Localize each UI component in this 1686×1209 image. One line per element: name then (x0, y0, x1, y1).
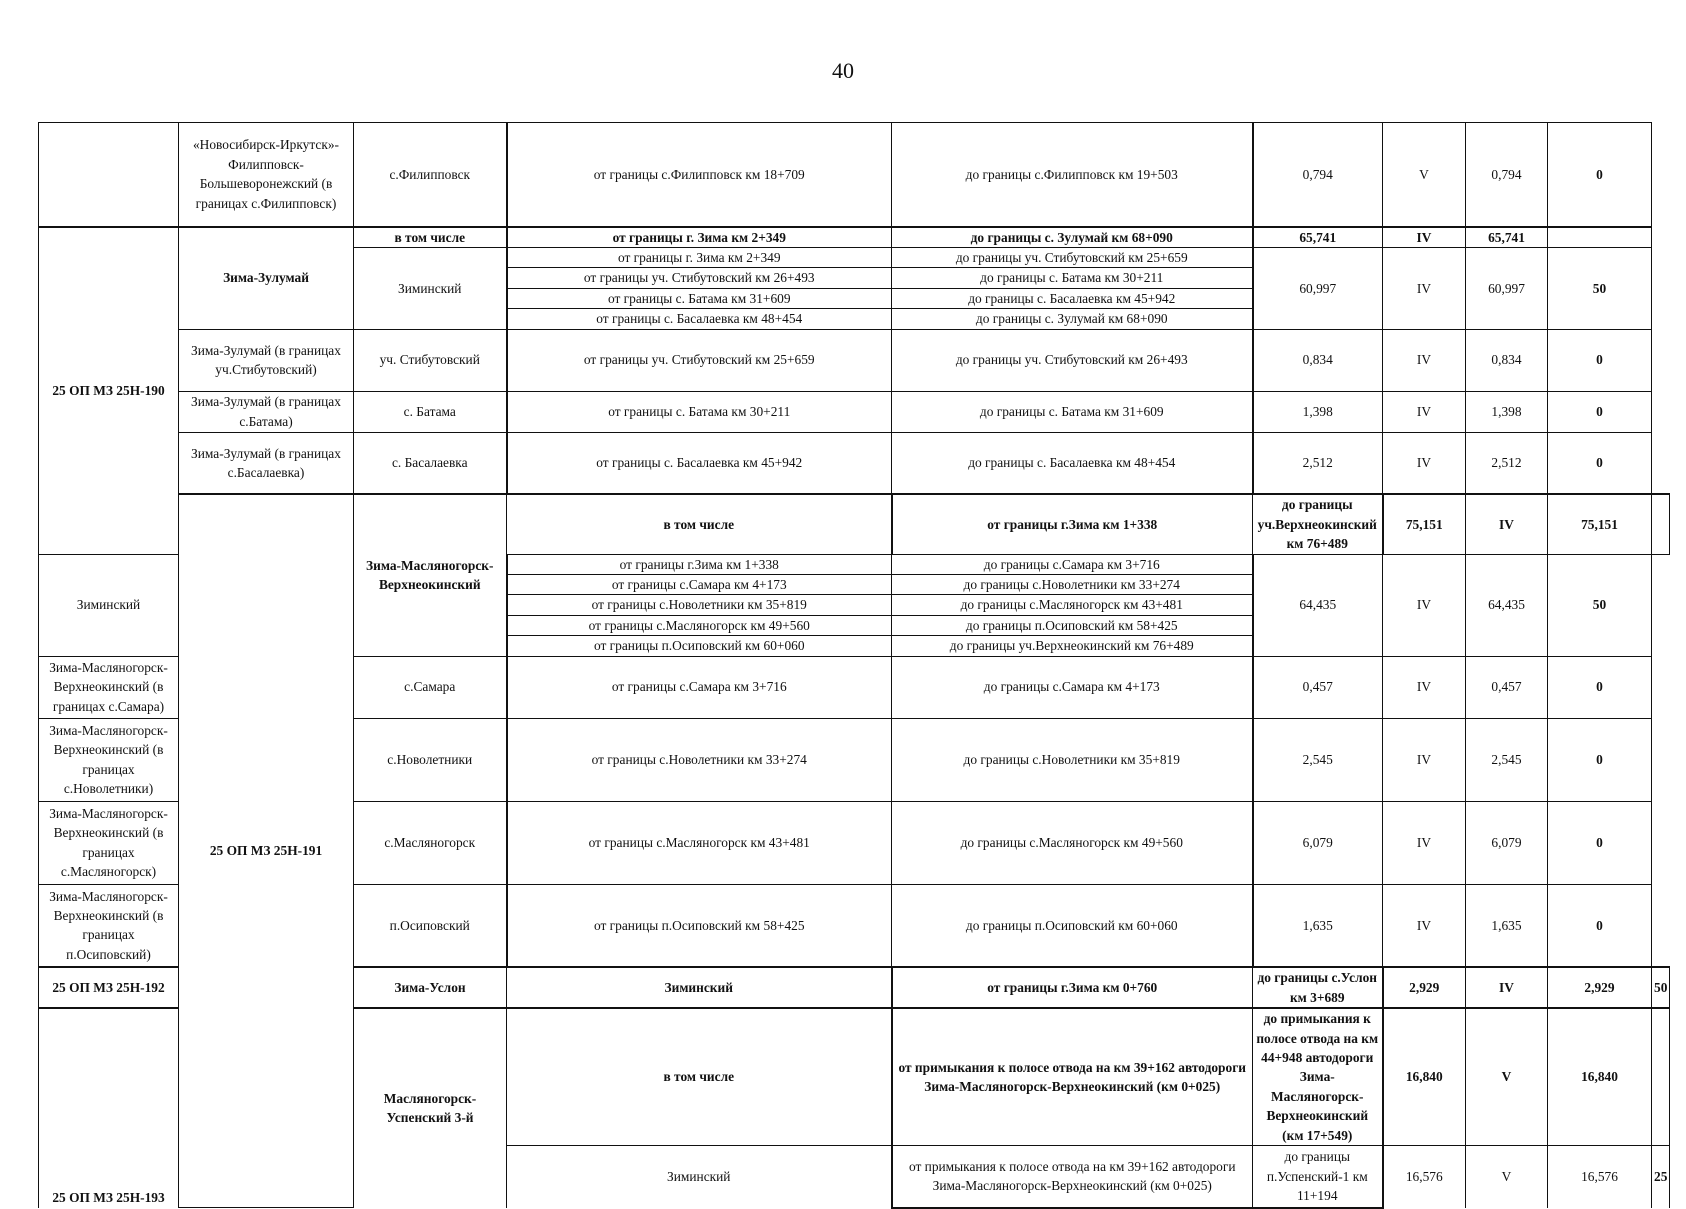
length-cell: 0,457 (1466, 656, 1548, 718)
category-cell: IV (1383, 432, 1466, 494)
length-cell: 0,834 (1253, 329, 1383, 391)
length-cell: 2,929 (1383, 967, 1466, 1008)
length-cell: 64,435 (1253, 554, 1383, 656)
area-cell: в том числе (507, 494, 892, 554)
from-cell: от границы с.Самара км 3+716 (507, 656, 892, 718)
to-cell: до границы уч. Стибутовский км 26+493 (892, 329, 1253, 391)
table-row (39, 123, 1670, 227)
length-cell: 1,635 (1253, 884, 1383, 967)
to-cell: до границы с. Батама км 30+211 (892, 268, 1253, 288)
to-cell: до границы с. Зулумай км 68+090 (892, 309, 1253, 329)
roads-table (38, 122, 1670, 1209)
road-name: Масляногорск-Успенский 3-й (354, 1008, 507, 1208)
to-cell: до границы с.Самара км 4+173 (892, 656, 1253, 718)
area-cell: с. Батама (354, 391, 507, 432)
length-cell: 0,457 (1253, 656, 1383, 718)
code-cell: 25 ОП МЗ 25Н-190 (39, 227, 179, 555)
area-cell: Зиминский (39, 554, 179, 656)
to-cell: до примыкания к полосе отвода на км 44+948 автодороги Зима-Масляногорск-Верхнеокинский (км 17+549) (1253, 1008, 1383, 1146)
percent-cell: 0 (1548, 718, 1652, 801)
code-cell: 25 ОП МЗ 25Н-193 (39, 1008, 179, 1208)
percent-cell (1652, 494, 1670, 554)
length-cell: 65,741 (1466, 227, 1548, 248)
category-cell: IV (1466, 494, 1548, 554)
area-cell: Зиминский (507, 967, 892, 1008)
length-cell: 2,512 (1253, 432, 1383, 494)
length-cell: 6,079 (1466, 801, 1548, 884)
road-name: Зима-Услон (354, 967, 507, 1008)
length-cell: 75,151 (1383, 494, 1466, 554)
to-cell: до границы с. Батама км 31+609 (892, 391, 1253, 432)
to-cell: до границы с. Зулумай км 68+090 (892, 227, 1253, 248)
to-cell: до границы уч.Верхнеокинский км 76+489 (892, 636, 1253, 656)
percent-cell: 0 (1548, 801, 1652, 884)
to-cell: до границы с.Масляногорск км 49+560 (892, 801, 1253, 884)
length-cell: 2,929 (1548, 967, 1652, 1008)
length-cell: 2,512 (1466, 432, 1548, 494)
percent-cell (1652, 1008, 1670, 1146)
road-name: Зима-Зулумай (в границах с.Батама) (179, 391, 354, 432)
length-cell: 6,079 (1253, 801, 1383, 884)
percent-cell: 0 (1548, 123, 1652, 227)
category-cell: IV (1383, 801, 1466, 884)
to-cell: до границы с. Басалаевка км 45+942 (892, 288, 1253, 308)
category-cell: V (1466, 1008, 1548, 1146)
table-row (39, 494, 1670, 554)
road-name: Зима-Зулумай (в границах с.Басалаевка) (179, 432, 354, 494)
percent-cell (1548, 227, 1652, 248)
category-cell: IV (1383, 718, 1466, 801)
table-row (39, 227, 1670, 248)
percent-cell: 50 (1548, 554, 1652, 656)
from-cell: от примыкания к полосе отвода на км 39+162 автодороги Зима-Масляногорск-Верхнеокинский (км 0+025) (892, 1008, 1253, 1146)
to-cell: до границы п.Осиповский км 58+425 (892, 615, 1253, 635)
from-cell: от границы с.Филипповск км 18+709 (507, 123, 892, 227)
from-cell: от границы с.Самара км 4+173 (507, 574, 892, 594)
from-cell: от границы г. Зима км 2+349 (507, 227, 892, 248)
percent-cell: 50 (1652, 967, 1670, 1008)
road-name: Зима-Масляногорск-Верхнеокинский (в границах с.Новолетники) (39, 718, 179, 801)
road-name: «Новосибирск-Иркутск»-Филипповск-Большеворонежский (в границах с.Филипповск) (179, 123, 354, 227)
code-cell: 25 ОП МЗ 25Н-191 (179, 494, 354, 1207)
to-cell: до границы с.Новолетники км 33+274 (892, 574, 1253, 594)
length-cell: 0,834 (1466, 329, 1548, 391)
from-cell: от границы п.Осиповский км 60+060 (507, 636, 892, 656)
road-name: Зима-Зулумай (в границах уч.Стибутовский) (179, 329, 354, 391)
area-cell: с.Масляногорск (354, 801, 507, 884)
length-cell: 2,545 (1253, 718, 1383, 801)
percent-cell: 0 (1548, 432, 1652, 494)
length-cell: 16,840 (1548, 1008, 1652, 1146)
length-cell: 1,635 (1466, 884, 1548, 967)
area-cell: с.Самара (354, 656, 507, 718)
from-cell: от границы с.Масляногорск км 49+560 (507, 615, 892, 635)
length-cell: 75,151 (1548, 494, 1652, 554)
length-cell: 65,741 (1253, 227, 1383, 248)
percent-cell: 0 (1548, 391, 1652, 432)
length-cell: 60,997 (1253, 247, 1383, 329)
from-cell: от границы с. Батама км 31+609 (507, 288, 892, 308)
percent-cell: 25 (1652, 1146, 1670, 1208)
category-cell: IV (1466, 967, 1548, 1008)
area-cell: в том числе (507, 1008, 892, 1146)
table-row (39, 329, 1670, 391)
from-cell: от границы п.Осиповский км 58+425 (507, 884, 892, 967)
percent-cell: 50 (1548, 247, 1652, 329)
length-cell: 60,997 (1466, 247, 1548, 329)
to-cell: до границы с. Басалаевка км 48+454 (892, 432, 1253, 494)
to-cell: до границы уч.Верхнеокинский км 76+489 (1253, 494, 1383, 554)
table-row (39, 432, 1670, 494)
to-cell: до границы с.Новолетники км 35+819 (892, 718, 1253, 801)
from-cell: от границы с.Масляногорск км 43+481 (507, 801, 892, 884)
from-cell: от границы г.Зима км 1+338 (507, 554, 892, 574)
from-cell: от границы с. Басалаевка км 45+942 (507, 432, 892, 494)
category-cell: IV (1383, 656, 1466, 718)
area-cell: с.Новолетники (354, 718, 507, 801)
from-cell: от примыкания к полосе отвода на км 39+162 автодороги Зима-Масляногорск-Верхнеокинский (км 0+025) (892, 1146, 1253, 1208)
from-cell: от границы г. Зима км 2+349 (507, 247, 892, 267)
area-cell: с.Филипповск (354, 123, 507, 227)
page-number: 40 (832, 58, 854, 83)
road-name: Зима-Масляногорск-Верхнеокинский (354, 494, 507, 656)
area-cell: в том числе (354, 227, 507, 248)
category-cell: IV (1383, 391, 1466, 432)
code-cell: 25 ОП МЗ 25Н-192 (39, 967, 179, 1008)
to-cell: до границы с.Самара км 3+716 (892, 554, 1253, 574)
from-cell: от границы с.Новолетники км 33+274 (507, 718, 892, 801)
from-cell: от границы с. Батама км 30+211 (507, 391, 892, 432)
category-cell: IV (1383, 884, 1466, 967)
area-cell: с. Басалаевка (354, 432, 507, 494)
area-cell: уч. Стибутовский (354, 329, 507, 391)
length-cell: 16,840 (1383, 1008, 1466, 1146)
from-cell: от границы уч. Стибутовский км 25+659 (507, 329, 892, 391)
length-cell: 64,435 (1466, 554, 1548, 656)
to-cell: до границы уч. Стибутовский км 25+659 (892, 247, 1253, 267)
from-cell: от границы с.Новолетники км 35+819 (507, 595, 892, 615)
road-name: Зима-Масляногорск-Верхнеокинский (в границах п.Осиповский) (39, 884, 179, 967)
length-cell: 0,794 (1253, 123, 1383, 227)
category-cell: V (1466, 1146, 1548, 1208)
to-cell: до границы п.Успенский-1 км 11+194 (1253, 1146, 1383, 1208)
category-cell: V (1383, 123, 1466, 227)
length-cell: 1,398 (1466, 391, 1548, 432)
from-cell: от границы уч. Стибутовский км 26+493 (507, 268, 892, 288)
percent-cell: 0 (1548, 329, 1652, 391)
length-cell: 1,398 (1253, 391, 1383, 432)
to-cell: до границы с.Филипповск км 19+503 (892, 123, 1253, 227)
category-cell: IV (1383, 227, 1466, 248)
length-cell: 0,794 (1466, 123, 1548, 227)
from-cell: от границы г.Зима км 1+338 (892, 494, 1253, 554)
percent-cell: 0 (1548, 884, 1652, 967)
to-cell: до границы с.Услон км 3+689 (1253, 967, 1383, 1008)
from-cell: от границы г.Зима км 0+760 (892, 967, 1253, 1008)
from-cell: от границы с. Басалаевка км 48+454 (507, 309, 892, 329)
road-name: Зима-Масляногорск-Верхнеокинский (в границах с.Самара) (39, 656, 179, 718)
category-cell: IV (1383, 329, 1466, 391)
to-cell: до границы п.Осиповский км 60+060 (892, 884, 1253, 967)
category-cell: IV (1383, 247, 1466, 329)
road-name: Зима-Масляногорск-Верхнеокинский (в границах с.Масляногорск) (39, 801, 179, 884)
length-cell: 2,545 (1466, 718, 1548, 801)
table-row (39, 391, 1670, 432)
area-cell: п.Осиповский (354, 884, 507, 967)
road-name: Зима-Зулумай (179, 227, 354, 330)
category-cell: IV (1383, 554, 1466, 656)
percent-cell: 0 (1548, 656, 1652, 718)
area-cell: Зиминский (354, 247, 507, 329)
length-cell: 16,576 (1383, 1146, 1466, 1208)
area-cell: Зиминский (507, 1146, 892, 1208)
to-cell: до границы с.Масляногорск км 43+481 (892, 595, 1253, 615)
code-cell (39, 123, 179, 227)
length-cell: 16,576 (1548, 1146, 1652, 1208)
